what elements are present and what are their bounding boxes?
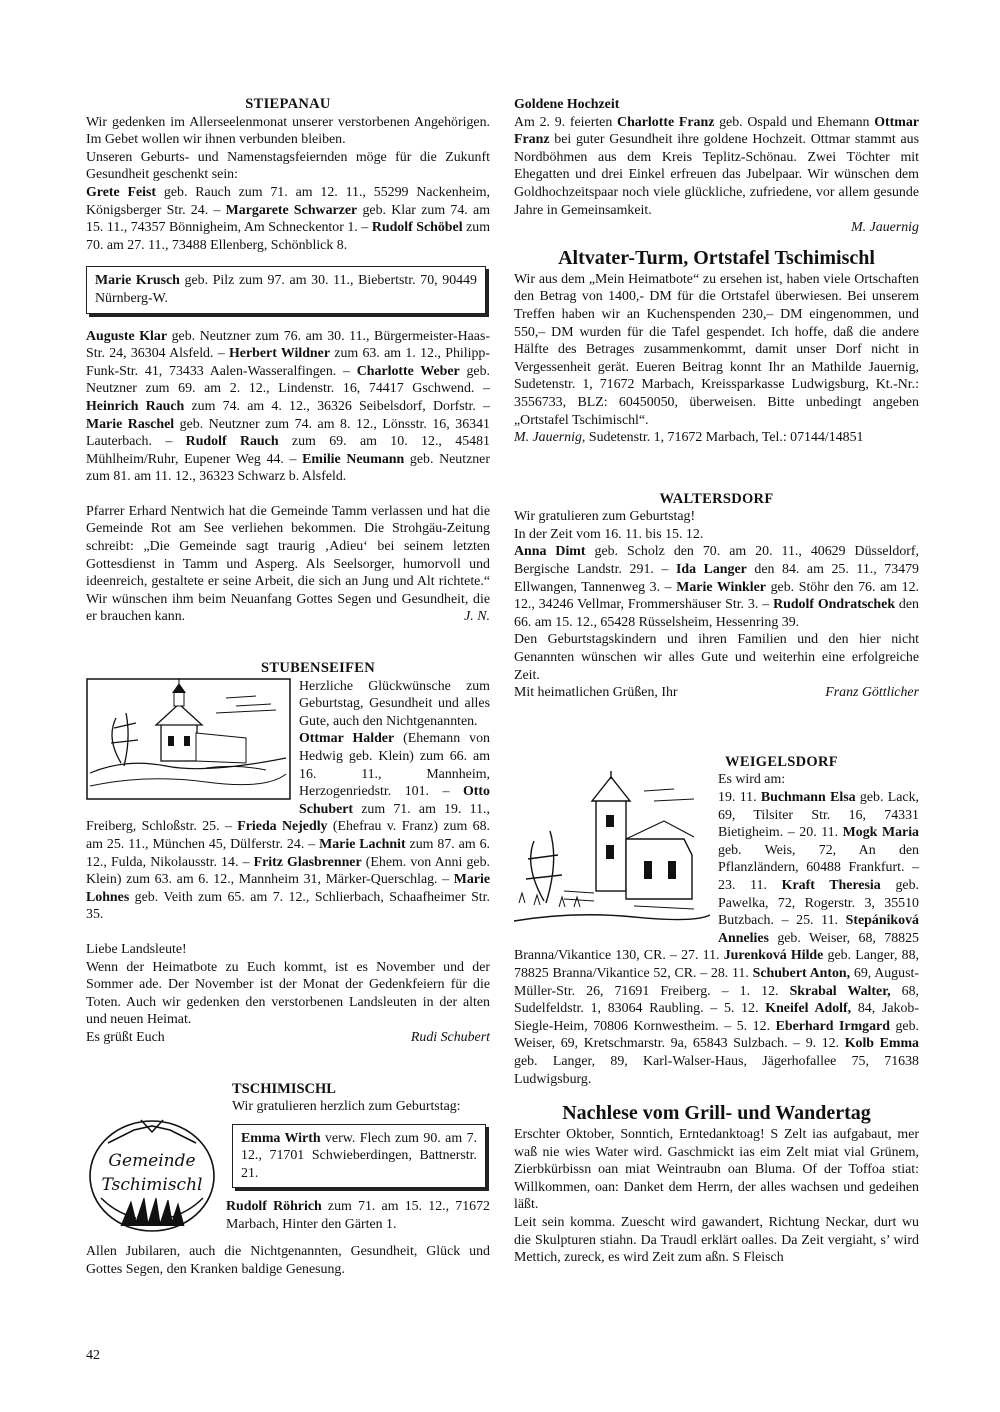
waltersdorf-line-1: Wir gratulieren zum Geburtstag! bbox=[514, 509, 696, 525]
waltersdorf-wishes: Den Geburtstagskindern und ihren Familien und den hier nicht Genannten wünschen wir alles Gute und weiterhin eine erfolgreiche Zeit. bbox=[514, 632, 919, 683]
nachlese-title: Nachlese vom Grill- und Wandertag bbox=[562, 1102, 871, 1125]
weigelsdorf-title: WEIGELSDORF bbox=[725, 753, 838, 770]
altvater-text: Wir aus dem „Mein Heimatbote“ zu ersehen ist, haben viele Ortschaften den Betrag von 1400,- DM für die Ortstafel überwiesen. Bei unserem Treffen haben wir an Kuchenspenden 230,– DM eingenommen, und 550,– DM wurden für die Tafel gespendet. Ich hoffe, daß die andere Hälfte des Betrages zusammenkommt, damit unser Dorf nicht in Vergessenheit gerät. Eueren Beitrag konnt Ihr an Mathilde Jauernig, Sudetenstr. 1, 71672 Marbach, Kreissparkasse Ludwigsburg, Kt.-Nr.: 3556733, BLZ: 60450050, überweisen. Bitte unbedingt angeben „Ortstafel Tschimischl“. bbox=[514, 271, 919, 428]
tschimischl-closing: Allen Jubilaren, auch die Nichtgenannten, Gesundheit, Glück und Gottes Segen, den Kranken baldige Genesung. bbox=[86, 1244, 490, 1277]
altvater-title: Altvater-Turm, Ortstafel Tschimischl bbox=[558, 246, 875, 269]
stiepanau-list-2: Auguste Klar geb. Neutzner zum 76. am 30. 11., Bürgermeister-Haas-Str. 24, 36304 Alsfeld. – Herbert Wildner zum 63. am 1. 12., Philipp-Funk-Str. 41, 73433 Aalen-Wasseralfingen. – Charlotte Weber geb. Neutzner zum 69. am 2. 12., Lindenstr. 16, 74417 Gschwend. – Heinrich Rauch zum 74. am 4. 12., 36326 Seibelsdorf, Dorfstr. – Marie Raschel geb. Neutzner zum 74. am 8. 12., Lönsstr. 16, 36341 Lauterbach. – Rudolf Rauch zum 69. am 10. 12., 45481 Mühlheim/Ruhr, Eupener Weg 44. – Emilie Neumann geb. Neutzner zum 81. am 11. 12., 36323 Schwarz b. Alsfeld. bbox=[86, 328, 491, 485]
waltersdorf-closing: Mit heimatlichen Grüßen, Ihr Franz Göttlicher bbox=[514, 685, 919, 701]
tschimischl-entry: Rudolf Röhrich zum 71. am 15. 12., 71672 Marbach, Hinter den Gärten 1. bbox=[226, 1199, 490, 1233]
page-number: 42 bbox=[86, 1348, 100, 1363]
waltersdorf-title: WALTERSDORF bbox=[659, 490, 774, 507]
stiepanau-highlight-box bbox=[86, 266, 486, 313]
altvater-signature: M. Jauernig, Sudetenstr. 1, 71672 Marbach, Tel.: 07144/14851 bbox=[514, 430, 864, 446]
tschimischl-box-text: Emma Wirth verw. Flech zum 90. am 7. 12., 71701 Schwieberdingen, Battnerstr. 21. bbox=[241, 1130, 477, 1181]
waltersdorf-line-2: In der Zeit vom 16. 11. bis 15. 12. bbox=[514, 526, 704, 542]
tschimischl-highlight-box bbox=[232, 1124, 486, 1189]
stubenseifen-title: STUBENSEIFEN bbox=[261, 660, 375, 677]
church-sketch-weigelsdorf-icon bbox=[514, 771, 710, 931]
nachlese-paragraph-2: Leit sein komma. Zuescht wird gawandert, Richtung Neckar, durt wu die Skulpturen stiahn. Da Traudl erklärt oalles. Da Zeit vergiaht, s’ wird Mettich, zureck, es wird Zeit zum aßn. S Fleisch bbox=[514, 1215, 919, 1266]
nachlese-paragraph-1: Erschter Oktober, Sonntich, Erntedanktoag! S Zelt ias aufgabaut, mer waß nie wies Water wird. Gaschmickt ias eim Zelt miat vial Grünem, Zierbkürbissn oan miat Weintraubn oan Bluma. Of der Toffoa stiat: Willkommen, oan: Danket dem Herrn, der alles wachsen und gedeihen läßt. bbox=[514, 1127, 919, 1213]
goldene-hochzeit-signature: M. Jauernig bbox=[851, 220, 919, 236]
waltersdorf-list: Anna Dimt geb. Scholz den 70. am 20. 11., 40629 Düsseldorf, Bergische Landstr. 291. – Ida Langer den 84. am 25. 11., 73479 Ellwangen, Tannenweg 3. – Marie Winkler geb. Stöhr den 76. am 12. 12., 34246 Vellmar, Frommershäuser Str. 3. – Rudolf Ondratschek den 66. am 15. 12., 65428 Rüsselsheim, Hessenring 39. bbox=[514, 544, 920, 630]
left-column bbox=[86, 96, 490, 1278]
letter-closing: Es grüßt Euch Rudi Schubert bbox=[86, 1029, 490, 1045]
tschimischl-title: TSCHIMISCHL bbox=[232, 1080, 336, 1097]
letter-greeting: Liebe Landsleute! bbox=[86, 941, 187, 957]
goldene-hochzeit-title: Goldene Hochzeit bbox=[514, 97, 620, 112]
seal-drawing-icon bbox=[86, 1118, 218, 1236]
gemeinde-tschimischl-seal bbox=[86, 1118, 218, 1242]
weigelsdorf-intro: Es wird am: bbox=[718, 772, 786, 788]
svg-text:Gemeinde: Gemeinde bbox=[108, 1150, 196, 1171]
stiepanau-title: STIEPANAU bbox=[245, 96, 331, 112]
stiepanau-box-text: Marie Krusch geb. Pilz zum 97. am 30. 11., Biebertstr. 70, 90449 Nürnberg-W. bbox=[95, 273, 477, 306]
stiepanau-list-1: Grete Feist geb. Rauch zum 71. am 12. 11., 55299 Nackenheim, Königsberger Str. 24. – Margarete Schwarzer geb. Klar zum 74. am 15. 11., 74357 Bönnigheim, Am Schneckentor 1. – Rudolf Schöbel zum 70. am 27. 11., 73488 Ellenberg, Schönblick 8. bbox=[86, 184, 491, 253]
stiepanau-intro: Wir gedenken im Allerseelenmonat unserer verstorbenen Angehörigen. Im Gebet wollen wir ihnen verbunden bleiben. bbox=[86, 114, 490, 148]
church-drawing-weigelsdorf bbox=[514, 771, 710, 937]
pfarrer-paragraph: Pfarrer Erhard Nentwich hat die Gemeinde Tamm verlassen und hat die Gemeinde Rot am See verliehen bekommen. Die Strohgäu-Zeitung schreibt: „Die Gemeinde sagt traurig ‚Adieu‘ bei seinem letzten Gottesdienst in Tamm und Asperg. Als Seelsorger, humorvoll und ideenreich, gestaltete er seine Arbeit, die sich an Jung und Alt richtete.“ Wir wünschen ihm beim Neuanfang Gottes Segen und Gesundheit, die er brauchen kann. J. N. bbox=[86, 503, 490, 625]
church-sketch-icon bbox=[86, 678, 291, 800]
right-column bbox=[514, 96, 919, 1267]
stiepanau-wishes: Unseren Geburts- und Namenstagsfeiernden möge für die Zukunft Gesundheit geschenkt sein: bbox=[86, 149, 490, 183]
letter-body: Wenn der Heimatbote zu Euch kommt, ist es November und der Sommer ade. Der November ist der Monat der Gedenkfeiern für die Toten. Auch wir gedenken den verstorbenen Landsleuten in der alten und neuen Heimat. bbox=[86, 959, 490, 1028]
weigelsdorf-list: 19. 11. Buchmann Elsa geb. Lack, 69, Tilsiter Str. 16, 74331 Bietigheim. – 20. 11. Mogk Maria geb. Weis, 72, An den Pflanzländern, 60488 Frankfurt. – 23. 11. Kraft Theresia geb. Pawelka, 72, Rogerstr. 3, 35510 Butzbach. – 25. 11. Stepániková Annelies geb. Weiser, 68, 78825 Branna/Vikantice 130, CR. – 27. 11. Jurenková Hilde geb. Langer, 88, 78825 Branna/Vikantice 52, CR. – 28. 11. Schubert Anton, 69, August-Müller-Str. 26, 71691 Freiberg. – 1. 12. Skrabal Walter, 68, Sudelfeldstr. 1, 83064 Raubling. – 5. 12. Kneifel Adolf, 84, Jakob-Siegle-Heim, 70806 Kornwestheim. – 5. 12. Eberhard Irmgard geb. Weiser, 69, Kretschmarstr. 9a, 65843 Sulzbach. – 9. 12. Kolb Emma geb. Langer, 89, Karl-Walser-Haus, Jägerhofallee 75, 71638 Ludwigsburg. bbox=[514, 790, 920, 1087]
tschimischl-intro: Wir gratulieren herzlich zum Geburtstag: bbox=[232, 1099, 461, 1115]
church-drawing-stubenseifen bbox=[86, 678, 291, 806]
svg-text:Tschimischl: Tschimischl bbox=[101, 1174, 203, 1195]
goldene-hochzeit-text: Am 2. 9. feierten Charlotte Franz geb. Ospald und Ehemann Ottmar Franz bei guter Gesundheit ihre goldene Hochzeit. Ottmar stammt aus Nordböhmen aus dem Kreis Teplitz-Schönau. Zwei Töchter mit Ehegatten und drei Einkel erfreuen das Jubelpaar. Wir wünschen dem Goldhochzeitspaar noch viele glückliche, zufriedene, vor allem gesunde Jahre in Gemeinsamkeit. bbox=[514, 114, 919, 218]
stubenseifen-text: Herzliche Glückwünsche zum Geburtstag, Gesundheit und alles Gute, auch den Nichtgenannten. Ottmar Halder (Ehemann von Hedwig geb. Klein) zum 66. am 16. 11., Mannheim, Herzogenriedstr. 101. – Otto Schubert zum 71. am 19. 11., Freiberg, Schloßstr. 25. – Frieda Nejedly (Ehefrau v. Franz) zum 68. am 25. 11., München 45, Dülferstr. 24. – Marie Lachnit zum 87. am 6. 12., Fulda, Nikolausstr. 14. – Fritz Glasbrenner (Ehem. von Anni geb. Klein) zum 63. am 6. 12., Mannheim 31, Märker-Querschlag. – Marie Lohnes geb. Veith zum 65. am 7. 12., Schlierbach, Schaafheimer Str. 35. bbox=[86, 678, 491, 923]
